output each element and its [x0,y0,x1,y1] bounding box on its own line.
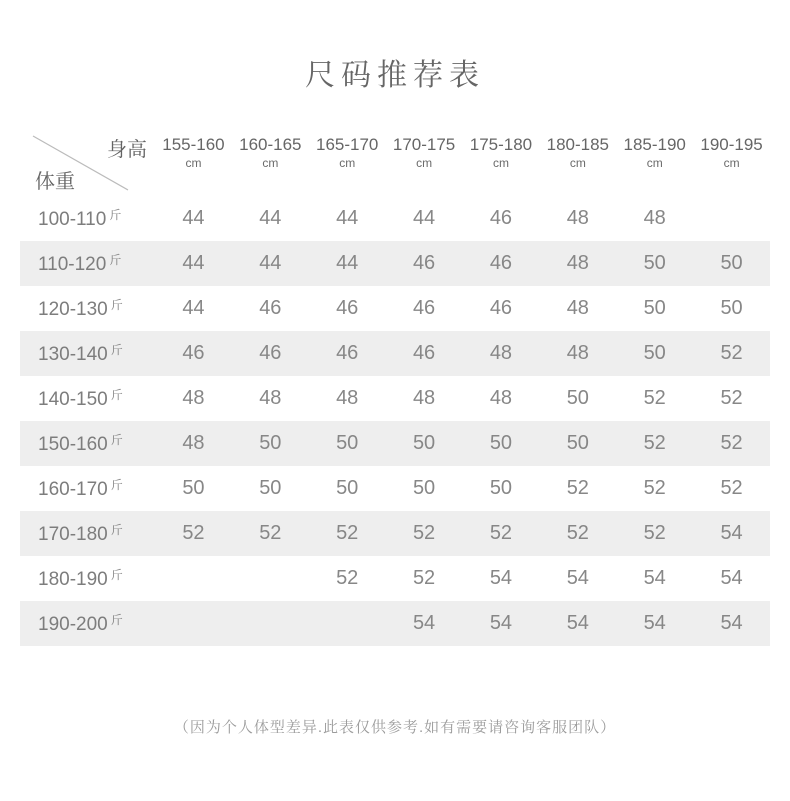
column-header [155,120,232,196]
size-value-cell: 46 [412,342,436,364]
corner-cell [20,120,155,196]
size-value-cell: 48 [489,387,513,409]
table-row [20,376,770,421]
size-value-cell: 46 [259,342,282,364]
size-value-cell: 50 [643,297,666,319]
weight-range-label: 100-110 [38,209,107,230]
size-value-cell: 54 [566,567,589,589]
size-value-cell: 44 [182,297,205,319]
table-header-row [20,120,770,196]
weight-range-label: 150-160 [38,434,108,455]
weight-label [20,521,155,546]
size-value-cell: 44 [259,252,282,274]
weight-unit-label: 斤 [109,253,122,267]
table-row [20,241,770,286]
height-range-label: 165-170 [315,135,379,154]
size-value-cell: 54 [720,522,743,544]
size-value-cell: 50 [336,477,359,499]
size-value-cell: 52 [643,477,666,499]
size-value-cell: 46 [489,207,513,229]
height-range-label: 185-190 [623,135,686,154]
size-value-cell: 50 [259,432,282,454]
height-unit-label: cm [569,156,586,170]
weight-label [20,476,155,501]
weight-unit-label: 斤 [110,433,123,447]
size-value-cell: 46 [336,297,359,319]
size-value-cell: 50 [720,252,743,274]
size-value-cell: 48 [566,342,589,364]
height-range-label: 155-160 [162,135,225,154]
size-value-cell: 50 [259,477,282,499]
size-value-cell: 48 [643,207,666,229]
weight-label [20,611,155,636]
size-value-cell: 52 [259,522,282,544]
column-header [539,120,616,196]
size-value-cell: 46 [182,342,205,364]
size-value-cell: 54 [643,612,666,634]
size-value-cell: 46 [412,297,436,319]
table-row [20,421,770,466]
column-header [616,120,693,196]
size-value-cell: 54 [643,567,666,589]
size-value-cell: 50 [720,297,743,319]
height-unit-label: cm [492,156,509,170]
size-value-cell: 54 [720,567,743,589]
size-value-cell: 48 [336,387,359,409]
column-header [309,120,386,196]
height-range-label: 170-175 [392,135,456,154]
weight-range-label: 160-170 [38,479,108,500]
weight-unit-label: 斤 [110,298,123,312]
size-value-cell: 48 [182,432,205,454]
table-row [20,196,770,241]
weight-unit-label: 斤 [110,613,123,627]
weight-range-label: 120-130 [38,299,108,320]
height-unit-label: cm [723,156,740,170]
size-value-cell: 50 [566,432,589,454]
weight-unit-label: 斤 [110,523,123,537]
weight-label [20,341,155,366]
size-value-cell: 50 [412,477,436,499]
size-value-cell: 48 [182,387,205,409]
size-value-cell: 46 [336,342,359,364]
height-range-label: 180-185 [546,135,609,154]
column-header [232,120,309,196]
size-value-cell: 54 [489,567,513,589]
size-value-cell: 50 [489,477,513,499]
size-value-cell: 44 [336,207,359,229]
size-value-cell: 48 [489,342,513,364]
table-row [20,286,770,331]
size-value-cell: 52 [336,567,359,589]
size-value-cell: 54 [489,612,513,634]
size-value-cell: 50 [643,252,666,274]
weight-range-label: 130-140 [38,344,108,365]
weight-range-label: 110-120 [38,254,107,275]
weight-unit-label: 斤 [110,478,123,492]
weight-label [20,251,155,276]
column-headers [155,120,770,196]
size-value-cell: 44 [412,207,436,229]
size-value-cell: 52 [566,522,589,544]
weight-label [20,431,155,456]
size-value-cell: 48 [566,297,589,319]
size-value-cell: 54 [412,612,436,634]
height-range-label: 160-165 [239,135,302,154]
height-unit-label: cm [416,156,433,170]
size-value-cell: 48 [566,252,589,274]
size-value-cell: 52 [643,387,666,409]
size-value-cell: 52 [720,432,743,454]
size-value-cell: 46 [259,297,282,319]
table-body [20,196,770,646]
weight-label [20,566,155,591]
height-axis-label: 身高 [107,139,147,161]
size-value-cell: 50 [336,432,359,454]
table-row [20,511,770,556]
size-value-cell: 50 [182,477,205,499]
weight-unit-label: 斤 [110,388,123,402]
size-value-cell: 52 [720,387,743,409]
size-value-cell: 52 [720,342,743,364]
weight-unit-label: 斤 [110,343,123,357]
size-value-cell: 44 [336,252,359,274]
size-value-cell: 50 [566,387,589,409]
height-unit-label: cm [185,156,202,170]
footer-note: （因为个人体型差异.此表仅供参考.如有需要请咨询客服团队） [173,719,617,736]
column-header [463,120,540,196]
size-value-cell: 46 [489,252,513,274]
column-header [386,120,463,196]
weight-axis-label: 体重 [35,171,75,193]
weight-unit-label: 斤 [110,568,123,582]
size-table [20,120,770,646]
size-value-cell: 46 [489,297,513,319]
size-value-cell: 50 [412,432,436,454]
size-value-cell: 46 [412,252,436,274]
height-unit-label: cm [262,156,279,170]
weight-label [20,206,155,231]
page-title: 尺码推荐表 [305,59,485,92]
size-value-cell: 44 [259,207,282,229]
height-unit-label: cm [339,156,356,170]
height-unit-label: cm [646,156,663,170]
table-row [20,601,770,646]
weight-range-label: 190-200 [38,614,108,635]
weight-unit-label: 斤 [109,208,122,222]
size-value-cell: 50 [489,432,513,454]
weight-range-label: 140-150 [38,389,108,410]
weight-label [20,296,155,321]
size-value-cell: 48 [566,207,589,229]
size-value-cell: 50 [643,342,666,364]
size-value-cell: 52 [412,567,436,589]
size-value-cell: 52 [412,522,436,544]
size-value-cell: 52 [720,477,743,499]
size-value-cell: 52 [489,522,513,544]
column-header [693,120,770,196]
size-value-cell: 52 [336,522,359,544]
size-value-cell: 52 [566,477,589,499]
weight-label [20,386,155,411]
table-row [20,331,770,376]
weight-range-label: 170-180 [38,524,108,545]
table-row [20,466,770,511]
table-row [20,556,770,601]
size-value-cell: 52 [182,522,205,544]
size-value-cell: 44 [182,252,205,274]
size-value-cell: 48 [412,387,436,409]
size-value-cell: 52 [643,522,666,544]
size-value-cell: 44 [182,207,205,229]
weight-range-label: 180-190 [38,569,108,590]
height-range-label: 175-180 [469,135,533,154]
height-range-label: 190-195 [700,135,763,154]
size-value-cell: 52 [643,432,666,454]
size-value-cell: 54 [566,612,589,634]
size-value-cell: 54 [720,612,743,634]
size-value-cell: 48 [259,387,282,409]
